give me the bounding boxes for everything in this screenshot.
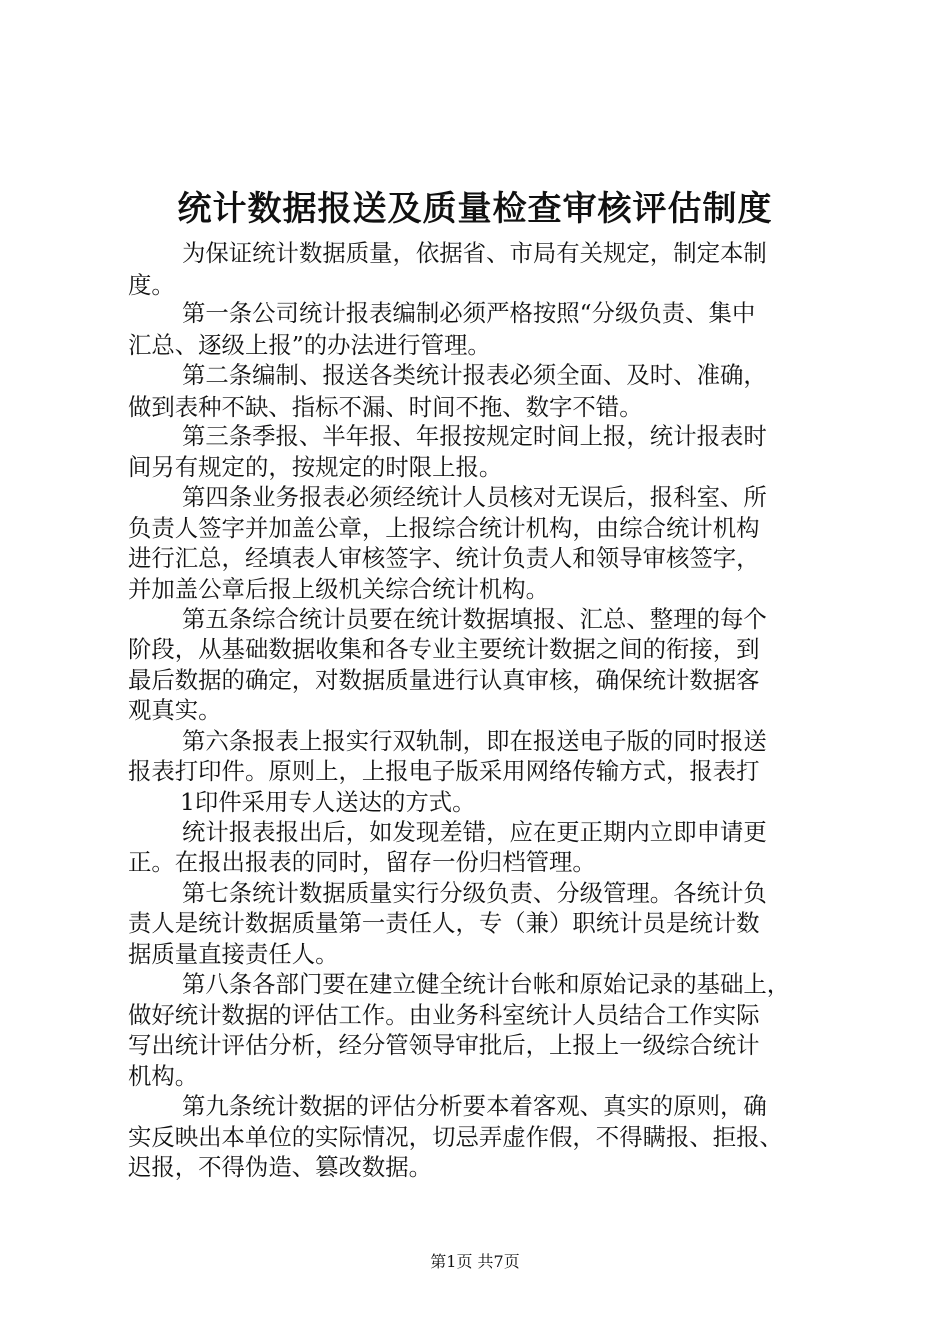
text-line: 第一条公司统计报表编制必须严格按照“分级负责、集中 (182, 299, 756, 327)
text-line: 写出统计评估分析，经分管领导审批后，上报上一级综合统计 (128, 1031, 760, 1059)
text-line: 统计报表报出后，如发现差错，应在更正期内立即申请更 (182, 818, 767, 846)
text-line: 报表打印件。原则上，上报电子版采用网络传输方式，报表打 (128, 757, 760, 785)
text-line: 做到表种不缺、指标不漏、时间不拖、数字不错。 (128, 393, 643, 421)
text-line: 第二条编制、报送各类统计报表必须全面、及时、准确， (182, 361, 767, 389)
text-line: 第四条业务报表必须经统计人员核对无误后，报科室、所 (182, 483, 767, 511)
text-line: 实反映出本单位的实际情况，切忌弄虚作假，不得瞒报、拒报、 (128, 1123, 783, 1151)
text-line: 阶段，从基础数据收集和各专业主要统计数据之间的衔接，到 (128, 635, 760, 663)
text-line: 观真实。 (128, 696, 222, 724)
text-line: 第五条综合统计员要在统计数据填报、汇总、整理的每个 (182, 605, 767, 633)
text-line: 进行汇总，经填表人审核签字、统计负责人和领导审核签字， (128, 544, 760, 572)
text-line: 为保证统计数据质量，依据省、市局有关规定，制定本制 (182, 239, 767, 267)
text-line: 第七条统计数据质量实行分级负责、分级管理。各统计负 (182, 879, 767, 907)
text-line: 汇总、逐级上报”的办法进行管理。 (128, 331, 491, 359)
text-line: 度。 (128, 271, 175, 299)
text-line: 最后数据的确定，对数据质量进行认真审核，确保统计数据客 (128, 666, 760, 694)
text-line: 做好统计数据的评估工作。由业务科室统计人员结合工作实际 (128, 1001, 760, 1029)
text-line: 间另有规定的，按规定的时限上报。 (128, 453, 503, 481)
page-number: 第1页 共7页 (430, 1252, 520, 1271)
text-line: 第八条各部门要在建立健全统计台帐和原始记录的基础上， (182, 970, 791, 998)
text-line: 迟报，不得伪造、篡改数据。 (128, 1153, 433, 1181)
text-line: 第九条统计数据的评估分析要本着客观、真实的原则，确 (182, 1092, 767, 1120)
text-line: 第六条报表上报实行双轨制，即在报送电子版的同时报送 (182, 727, 767, 755)
document-title: 统计数据报送及质量检查审核评估制度 (177, 189, 773, 229)
text-line: 正。在报出报表的同时，留存一份归档管理。 (128, 848, 596, 876)
text-line: 1印件采用专人送达的方式。 (180, 788, 476, 816)
text-line: 并加盖公章后报上级机关综合统计机构。 (128, 575, 550, 603)
text-line: 第三条季报、半年报、年报按规定时间上报，统计报表时 (182, 422, 767, 450)
text-line: 机构。 (128, 1062, 199, 1090)
text-line: 责人是统计数据质量第一责任人，专（兼）职统计员是统计数 (128, 909, 760, 937)
text-line: 负责人签字并加盖公章，上报综合统计机构，由综合统计机构 (128, 514, 760, 542)
text-line: 据质量直接责任人。 (128, 940, 339, 968)
